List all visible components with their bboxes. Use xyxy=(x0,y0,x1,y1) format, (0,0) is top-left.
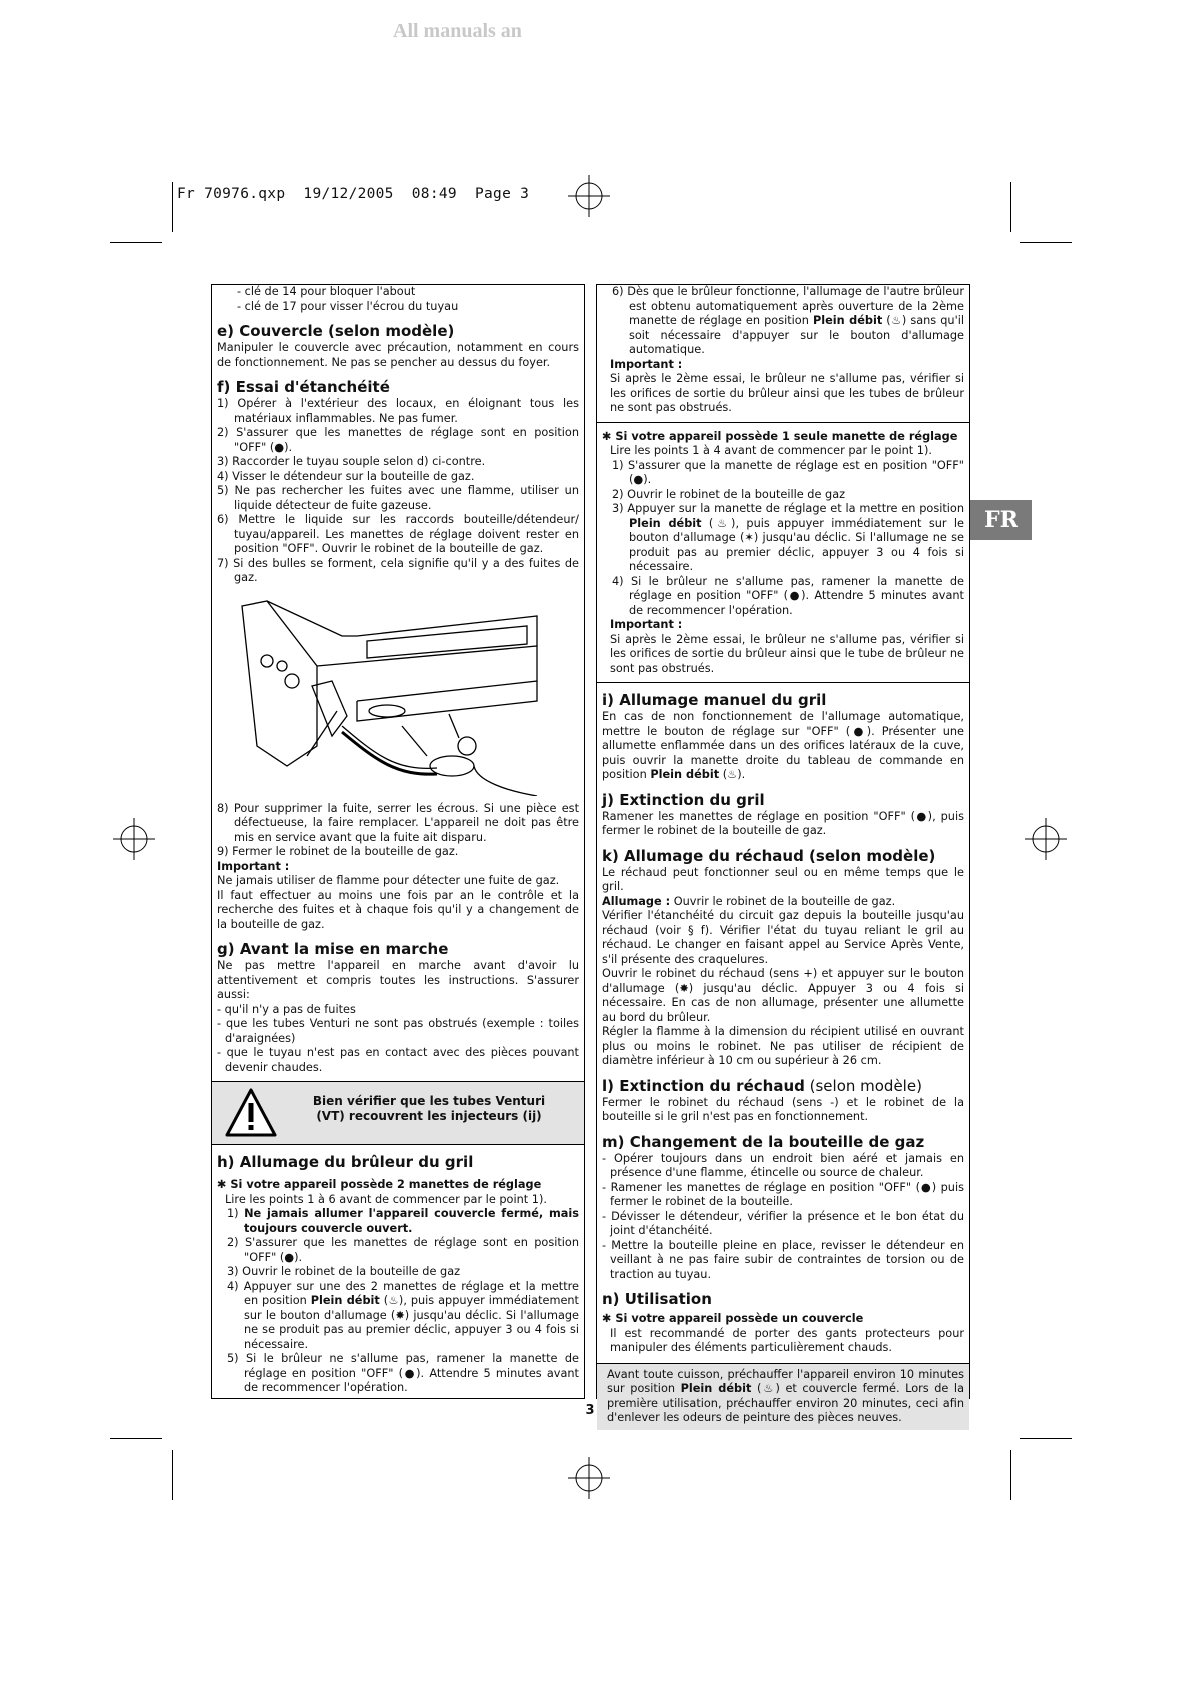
registration-mark xyxy=(568,175,610,217)
section-text-k: Régler la flamme à la dimension du récipient utilisé en ouvrant plus ou moins le robinet. Ne pas utiliser de récipient de diamètre inférieur à 10 cm ou supérieur à 26 cm. xyxy=(602,1025,964,1067)
list-item: - Mettre la bouteille pleine en place, revisser le détendeur en veillant à ne pas faire subir de contraintes de torsion ou de traction au tuyau. xyxy=(602,1238,964,1281)
section-title-g: g) Avant la mise en marche xyxy=(217,940,449,958)
crop-mark xyxy=(110,242,162,243)
list-item: 1) S'assurer que la manette de réglage est en position "OFF" (●). xyxy=(612,458,964,486)
read-instruction: Lire les points 1 à 6 avant de commencer par le point 1). xyxy=(225,1192,547,1206)
watermark: All manuals an xyxy=(393,20,522,42)
list-item: 5) Si le brûleur ne s'allume pas, ramener la manette de réglage en position "OFF" (●). Attendre 5 minutes avant de recommencer l'opération. xyxy=(227,1352,579,1394)
subsection-title: ✱ Si votre appareil possède 1 seule manette de réglage xyxy=(602,429,958,443)
list-item: - Ramener les manettes de réglage en position "OFF" (●) puis fermer le robinet de la bouteille. xyxy=(602,1180,964,1208)
divider xyxy=(597,422,969,423)
warning-text: Bien vérifier que les tubes Venturi (VT) recouvrent les injecteurs (ij) xyxy=(312,1094,546,1123)
list-item: 4) Visser le détendeur sur la bouteille de gaz. xyxy=(217,469,475,483)
list-item: 3) Appuyer sur la manette de réglage et la mettre en position Plein débit (♨), puis appuyer immédiatement sur le bouton d'allumage (✶) jusqu'au déclic. Si l'allumage ne se produit pas au premier déclic, appuyer 3 ou 4 fois si nécessaire. xyxy=(612,502,964,573)
crop-mark xyxy=(110,1438,162,1439)
subsection-title: ✱ Si votre appareil possède un couvercle xyxy=(602,1312,864,1325)
right-column xyxy=(596,284,970,1424)
list-item: 1) Opérer à l'extérieur des locaux, en éloignant tous les matériaux inflammables. Ne pas fumer. xyxy=(217,397,579,425)
list-item: 1) Ne jamais allumer l'appareil couvercle fermé, mais toujours couvercle ouvert. xyxy=(227,1207,579,1235)
section-text-g: Ne pas mettre l'appareil en marche avant d'avoir lu attentivement et compris toutes les instructions. S'assurer aussi: xyxy=(217,959,579,1001)
crop-mark xyxy=(172,182,173,232)
section-text-k: Le réchaud peut fonctionner seul ou en même temps que le gril. xyxy=(602,865,964,893)
intro-line: - clé de 17 pour visser l'écrou du tuyau xyxy=(237,299,459,313)
important-text: Si après le 2ème essai, le brûleur ne s'allume pas, vérifier si les orifices de sortie du brûleur ainsi que le tube de brûleur ne sont pas obstrués. xyxy=(610,632,964,675)
registration-mark xyxy=(1025,818,1067,860)
list-item: 2) Ouvrir le robinet de la bouteille de gaz xyxy=(612,487,846,501)
list-item: 2) S'assurer que les manettes de réglage sont en position "OFF" (●). xyxy=(217,426,579,454)
crop-mark xyxy=(1010,1450,1011,1500)
important-text: Ne jamais utiliser de flamme pour détecter une fuite de gaz. xyxy=(217,874,560,887)
section-title-l: l) Extinction du réchaud (selon modèle) xyxy=(602,1076,922,1095)
section-text-l: Fermer le robinet du réchaud (sens -) et le robinet de la bouteille si le gril n'est pas en fonctionnement. xyxy=(602,1095,964,1123)
divider xyxy=(597,682,969,683)
section-text-n: Il est recommandé de porter des gants protecteurs pour manipuler des éléments particulièrement chauds. xyxy=(610,1326,964,1354)
crop-mark xyxy=(1020,1438,1072,1439)
section-text-k: Ouvrir le robinet du réchaud (sens +) et appuyer sur le bouton d'allumage (✸) jusqu'au déclic. Appuyer 3 ou 4 fois si nécessaire. En cas de non allumage, présenter une allumette au bord du brûleur. xyxy=(602,967,964,1024)
list-item: 6) Dès que le brûleur fonctionne, l'allumage de l'autre brûleur est obtenu automatiquement après ouverture de la 2ème manette de réglage en position Plein débit (♨) sans qu'il soit nécessaire d'appuyer sur le bouton d'allumage automatique. xyxy=(612,285,964,356)
page-number: 3 xyxy=(585,1403,595,1418)
crop-mark xyxy=(172,1450,173,1500)
section-title-n: n) Utilisation xyxy=(602,1290,712,1308)
list-item: 5) Ne pas rechercher les fuites avec une flamme, utiliser un liquide détecteur de fuite gazeuse. xyxy=(217,484,579,512)
list-item: - Dévisser le détendeur, vérifier la présence et le bon état du joint d'étanchéité. xyxy=(602,1209,964,1237)
important-label: Important : xyxy=(610,618,683,631)
section-title-e: e) Couvercle (selon modèle) xyxy=(217,322,455,340)
list-item: 4) Si le brûleur ne s'allume pas, ramener la manette de réglage en position "OFF" (●). Attendre 5 minutes avant de recommencer l'opération. xyxy=(612,574,964,617)
warning-triangle-icon xyxy=(224,1087,278,1139)
crop-mark xyxy=(1010,182,1011,232)
list-item: 2) S'assurer que les manettes de réglage sont en position "OFF" (●). xyxy=(227,1236,579,1264)
section-title-k: k) Allumage du réchaud (selon modèle) xyxy=(602,846,936,865)
subsection-title: ✱ Si votre appareil possède 2 manettes de réglage xyxy=(217,1178,542,1191)
section-title-m: m) Changement de la bouteille de gaz xyxy=(602,1132,925,1151)
important-text: Il faut effectuer au moins une fois par an le contrôle et la recherche des fuites et à chaque fois qu'il y a changement de la bouteille de gaz. xyxy=(217,888,579,931)
leak-test-illustration xyxy=(237,596,557,796)
list-item: - Opérer toujours dans un endroit bien aéré et jamais en présence d'une flamme, étincelle ou source de chaleur. xyxy=(602,1151,964,1179)
read-instruction: Lire les points 1 à 4 avant de commencer par le point 1). xyxy=(610,444,932,457)
left-column xyxy=(211,284,585,1399)
section-title-i: i) Allumage manuel du gril xyxy=(602,691,827,709)
list-item: - qu'il n'y a pas de fuites xyxy=(217,1002,356,1016)
language-tab-fr: FR xyxy=(970,500,1032,540)
section-text-k: Allumage : Ouvrir le robinet de la bouteille de gaz. xyxy=(602,894,896,908)
section-text-k: Vérifier l'étanchéité du circuit gaz depuis la bouteille jusqu'au réchaud (voir § f). Vérifier l'état du tuyau reliant le gril au réchaud. Le changer en faisant appel au Service Après Vente, s'il présente des craquelures. xyxy=(602,909,964,966)
print-slug: Fr 70976.qxp 19/12/2005 08:49 Page 3 xyxy=(177,186,530,202)
section-text-j: Ramener les manettes de réglage en position "OFF" (●), puis fermer le robinet de la bouteille de gaz. xyxy=(602,809,964,837)
warning-box xyxy=(212,1081,584,1145)
section-title-j: j) Extinction du gril xyxy=(602,790,765,809)
important-label: Important : xyxy=(217,859,290,873)
list-item: - que le tuyau n'est pas en contact avec des pièces pouvant devenir chaudes. xyxy=(217,1046,579,1074)
section-text-e: Manipuler le couvercle avec précaution, notamment en cours de fonctionnement. Ne pas se pencher au dessus du foyer. xyxy=(217,341,579,369)
important-label: Important : xyxy=(610,357,683,371)
list-item: 6) Mettre le liquide sur les raccords bouteille/détendeur/ tuyau/appareil. Les manettes de réglage doivent rester en position "OFF". Ouvrir le robinet de la bouteille de gaz. xyxy=(217,513,579,555)
preheat-note: Avant toute cuisson, préchauffer l'appareil environ 10 minutes sur position Plein débit (♨) et couvercle fermé. Lors de la première utilisation, préchauffer environ 20 minutes, ceci afin d'enlever les odeurs de peinture des pièces neuves. xyxy=(597,1363,969,1430)
list-item: 4) Appuyer sur une des 2 manettes de réglage et la mettre en position Plein débit (♨), puis appuyer immédiatement sur le bouton d'allumage (✸) jusqu'au déclic. Si l'allumage ne se produit pas au premier déclic, appuyer 3 ou 4 fois si nécessaire. xyxy=(227,1279,579,1351)
crop-mark xyxy=(1020,242,1072,243)
list-item: 3) Ouvrir le robinet de la bouteille de gaz xyxy=(227,1265,461,1278)
section-title-h: h) Allumage du brûleur du gril xyxy=(217,1153,474,1171)
important-text: Si après le 2ème essai, le brûleur ne s'allume pas, vérifier si les orifices de sortie du brûleur ainsi que les tubes de brûleur ne sont pas obstrués. xyxy=(610,372,964,414)
registration-mark xyxy=(113,818,155,860)
registration-mark xyxy=(568,1457,610,1499)
intro-line: - clé de 14 pour bloquer l'about xyxy=(237,285,416,298)
list-item: 7) Si des bulles se forment, cela signifie qu'il y a des fuites de gaz. xyxy=(217,556,579,584)
list-item: 9) Fermer le robinet de la bouteille de gaz. xyxy=(217,845,459,858)
list-item: 3) Raccorder le tuyau souple selon d) ci-contre. xyxy=(217,455,486,468)
list-item: - que les tubes Venturi ne sont pas obstrués (exemple : toiles d'araignées) xyxy=(217,1017,579,1045)
section-text-i: En cas de non fonctionnement de l'allumage automatique, mettre le bouton de réglage sur "OFF" (●). Présenter une allumette enflammée dans un des orifices latéraux de la cuve, puis ouvrir la manette droite du tableau de commande en position Plein débit (♨). xyxy=(602,710,964,781)
section-title-f: f) Essai d'étanchéité xyxy=(217,378,390,396)
list-item: 8) Pour supprimer la fuite, serrer les écrous. Si une pièce est défectueuse, la faire remplacer. L'appareil ne doit pas être mis en service avant que la fuite ait disparu. xyxy=(217,801,579,844)
